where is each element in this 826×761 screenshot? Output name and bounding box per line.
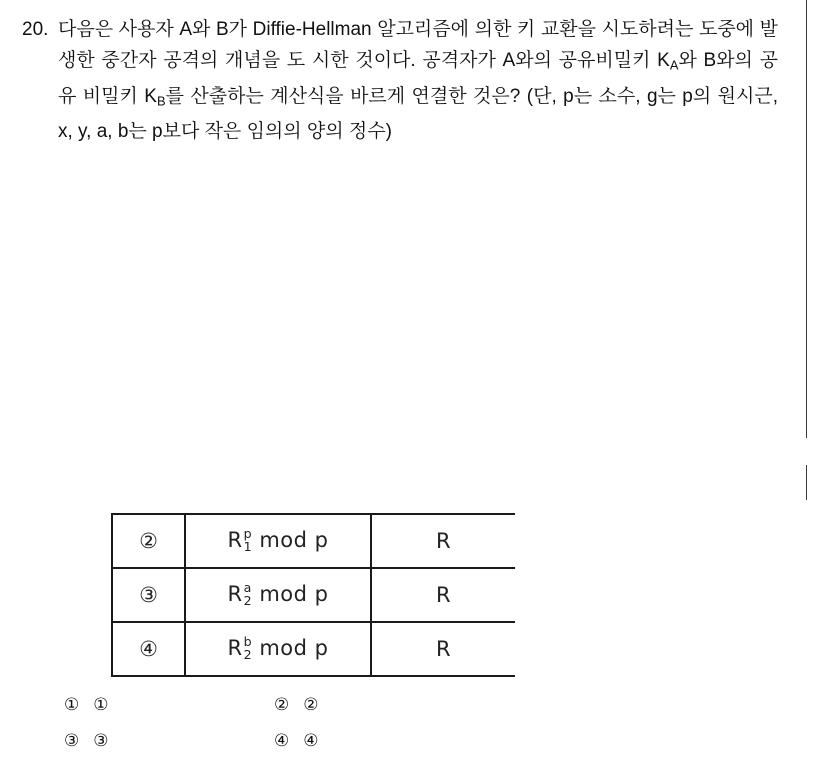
choice-marker: ④ xyxy=(274,731,290,751)
table-row xyxy=(112,514,515,568)
row-ka-formula xyxy=(185,622,371,676)
choice-marker: ① xyxy=(64,695,80,715)
row-kb-formula: R xyxy=(371,568,515,622)
row-kb-formula: R xyxy=(371,514,515,568)
choice-marker: ② xyxy=(274,695,290,715)
question-line-2: 교환을 시도하려는 도중에 발생한 중간자 공격의 개념을 도 xyxy=(58,19,778,71)
options-table xyxy=(111,513,515,677)
ka-subscript: A xyxy=(669,57,679,73)
ka-modulus: mod p xyxy=(259,582,329,607)
ka-base: R xyxy=(227,636,243,661)
kb-subscript: B xyxy=(156,93,166,109)
answer-row xyxy=(64,687,484,723)
ka-base: R xyxy=(227,582,243,607)
ka-subscript: 2 xyxy=(243,593,253,609)
ka-base: R xyxy=(227,528,243,553)
choice-label: ① xyxy=(93,695,109,715)
question-line-3: 시한 것이다. 공격자가 A와의 공유비밀키 K xyxy=(311,50,670,71)
ka-sup-sub-stack xyxy=(244,528,253,554)
ka-superscript: p xyxy=(243,526,253,542)
answer-choice-3[interactable] xyxy=(64,731,274,751)
question-number: 20. xyxy=(22,19,49,40)
question-line-7: p는 소수, g는 p의 원시근, x, y, a, b는 p보다 작은 임의의 xyxy=(58,85,778,143)
page-border-rule-bottom xyxy=(806,465,807,500)
ka-sup-sub-stack xyxy=(244,636,253,662)
answer-choice-1[interactable] xyxy=(64,695,274,715)
ka-superscript: a xyxy=(243,580,252,596)
row-marker: ④ xyxy=(112,622,185,676)
question-line-6: 를 산출하는 계산식을 바르게 연결한 것은? (단, xyxy=(165,85,557,107)
ka-modulus: mod p xyxy=(259,636,329,661)
choice-marker: ③ xyxy=(64,731,80,751)
ka-sup-sub-stack xyxy=(244,582,253,608)
choice-label: ③ xyxy=(93,731,109,751)
table-row xyxy=(112,568,515,622)
row-kb-formula: R xyxy=(371,622,515,676)
ka-subscript: 1 xyxy=(243,539,253,555)
answer-choice-4[interactable] xyxy=(274,731,484,751)
question-line-8: 양의 정수) xyxy=(306,121,392,143)
question-line-1: 다음은 사용자 A와 B가 Diffie-Hellman 알고리즘에 의한 키 xyxy=(58,19,536,40)
answer-choices xyxy=(64,687,484,759)
row-ka-formula xyxy=(185,568,371,622)
row-marker: ③ xyxy=(112,568,185,622)
row-ka-formula xyxy=(185,514,371,568)
choice-label: ④ xyxy=(303,731,319,751)
question-line-4: 와 B와의 공유 xyxy=(58,50,778,107)
row-marker: ② xyxy=(112,514,185,568)
ka-superscript: b xyxy=(243,634,253,650)
ka-subscript: 2 xyxy=(243,647,253,663)
page-border-rule-top xyxy=(806,0,807,438)
ka-modulus: mod p xyxy=(259,528,329,553)
choice-label: ② xyxy=(303,695,319,715)
answer-row xyxy=(64,723,484,759)
question-line-5: 비밀키 K xyxy=(82,85,157,107)
table-row xyxy=(112,622,515,676)
answer-choice-2[interactable] xyxy=(274,695,484,715)
question-block xyxy=(22,14,778,147)
question-text xyxy=(58,14,778,147)
